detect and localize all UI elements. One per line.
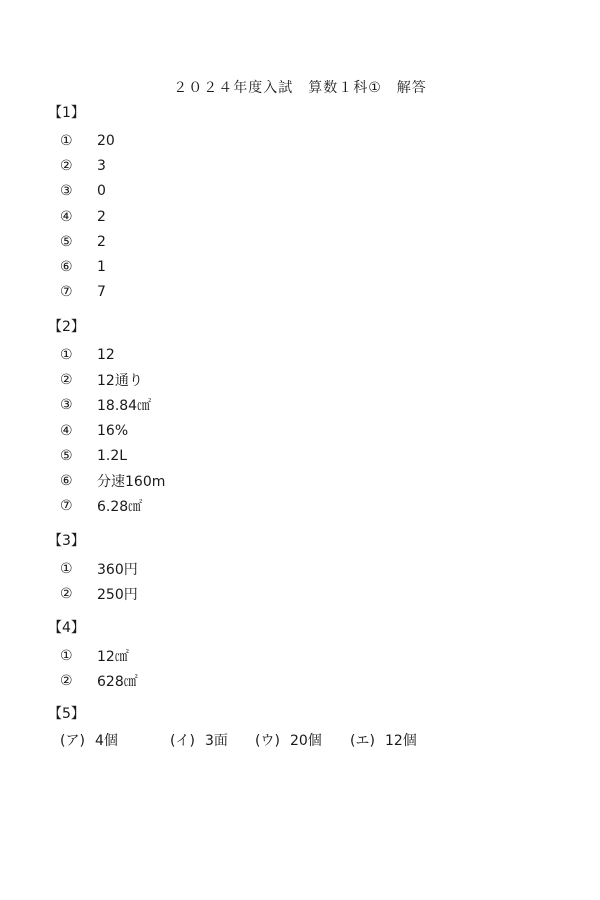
answer-number: ⑦ [60,284,73,301]
answer-row [50,229,570,254]
answer-number: ⑥ [60,473,73,490]
answer-number: ⑥ [60,259,73,276]
answer-row [50,179,570,204]
answer-value: 3 [97,157,106,174]
answer-value: 0 [97,183,106,200]
answer-row [50,204,570,229]
section-header: 【1】 [48,105,85,121]
answer-row [50,128,570,153]
inline-answer-a [60,730,170,750]
answer-number: ⑦ [60,498,73,515]
answer-value: 250円 [97,586,138,603]
answer-number: ① [60,647,73,664]
answer-number: ⑤ [60,447,73,464]
answer-value: 360円 [97,561,138,578]
answer-number: ② [60,371,73,388]
inline-answer-label: (ア) [60,733,85,749]
answer-value: 20 [97,132,115,149]
inline-answer-u [255,730,350,750]
inline-answer-value: 4個 [94,733,118,749]
answer-value: 12通り [97,372,143,389]
answer-row [50,393,570,418]
answer-number: ⑤ [60,233,73,250]
answer-row [50,643,570,668]
answer-number: ② [60,672,73,689]
section-4 [50,619,570,694]
answer-number: ① [60,346,73,363]
inline-answer-label: (エ) [350,733,375,749]
answer-value: 628㎠ [97,673,138,690]
inline-answer-value: 3面 [204,733,228,749]
answer-number: ② [60,585,73,602]
answer-row [50,668,570,693]
answer-row [50,280,570,305]
section-header: 【2】 [48,319,85,335]
answer-value: 18.84㎠ [97,398,152,415]
answer-row [50,418,570,443]
section-1 [50,104,570,305]
inline-answer-label: (ウ) [255,733,280,749]
answer-number: ② [60,157,73,174]
section-5 [50,705,570,751]
section-header: 【3】 [48,533,85,549]
inline-answer-row [60,729,570,751]
answer-value: 2 [97,233,106,250]
section-3 [50,532,570,607]
answer-row [50,581,570,606]
answer-row [50,153,570,178]
answer-value: 7 [97,284,106,301]
section-header: 【5】 [48,706,85,722]
answer-number: ③ [60,397,73,414]
answer-value: 12㎠ [97,648,129,665]
answer-value: 分速160m [97,474,166,491]
inline-answer-e [350,730,450,750]
answer-row [50,494,570,519]
answer-row [50,367,570,392]
answer-value: 16% [97,422,129,439]
answer-row [50,468,570,493]
answer-number: ① [60,132,73,149]
answer-number: ③ [60,183,73,200]
answer-value: 6.28㎠ [97,499,143,516]
answer-row [50,342,570,367]
answer-number: ④ [60,422,73,439]
inline-answer-i [170,730,255,750]
inline-answer-label: (イ) [170,733,195,749]
inline-answer-value: 12個 [384,733,417,749]
answer-number: ④ [60,208,73,225]
answer-value: 1 [97,259,106,276]
answer-row [50,556,570,581]
answer-row [50,443,570,468]
answer-value: 12 [97,346,115,363]
section-2 [50,318,570,519]
page-title: ２０２４年度入試 算数１科① 解答 [173,80,427,96]
answer-value: 1.2L [97,447,128,464]
answer-value: 2 [97,208,106,225]
section-header: 【4】 [48,620,85,636]
inline-answer-value: 20個 [289,733,322,749]
answer-number: ① [60,560,73,577]
answer-row [50,254,570,279]
